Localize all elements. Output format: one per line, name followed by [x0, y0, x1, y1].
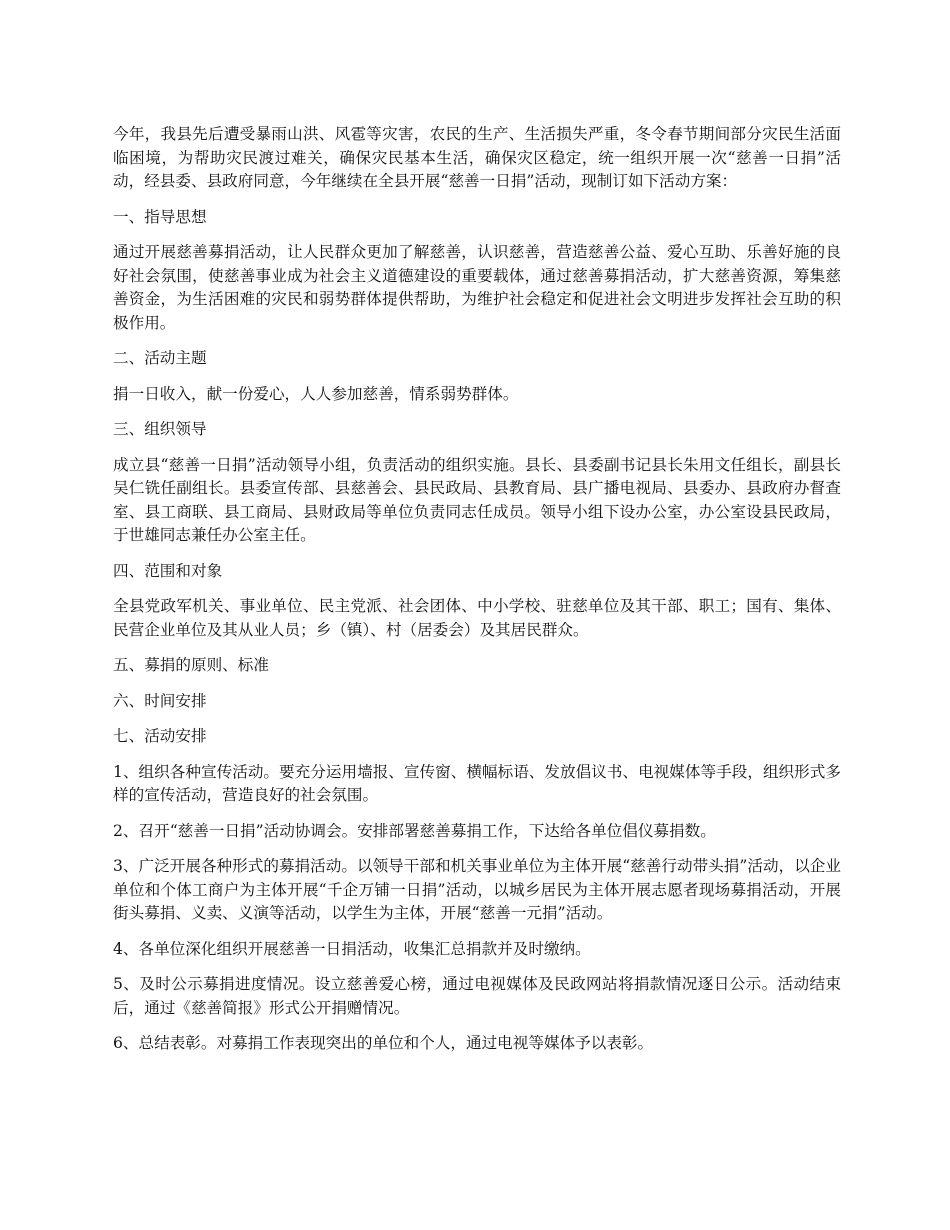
- section-heading-schedule: 六、时间安排: [113, 691, 207, 710]
- section-heading-leadership: 三、组织领导: [113, 420, 207, 438]
- activity-item-5: 5、及时公示募捐进度情况。设立慈善爱心榜，通过电视媒体及民政网站将捐款情况逐日公示。活动结束后，通过《慈善简报》形式公开捐赠情况。: [113, 975, 841, 1017]
- section-heading-arrangements: 七、活动安排: [113, 727, 207, 745]
- section-heading-principles: 五、募捐的原则、标准: [113, 656, 269, 674]
- section-body-leadership: 成立县“慈善一日捐”活动领导小组，负责活动的组织实施。县长、县委副书记县长朱用文任组长，副县长吴仁铣任副组长。县委宣传部、县慈善会、县民政局、县教育局、县广播电视局、县委办、县政府办督查室、县工商联、县工商局、县财政局等单位负责同志任成员。领导小组下设办公室，办公室设县民政局，于世雄同志兼任办公室主任。: [113, 455, 841, 544]
- section-body-theme: 捐一日收入，献一份爱心，人人参加慈善，情系弱势群体。: [113, 384, 519, 403]
- activity-item-4: 4、各单位深化组织开展慈善一日捐活动，收集汇总捐款并及时缴纳。: [113, 939, 591, 958]
- section-body-guiding-ideology: 通过开展慈善募捐活动，让人民群众更加了解慈善，认识慈善，营造慈善公益、爱心互助、乐善好施的良好社会氛围，使慈善事业成为社会主义道德建设的重要载体，通过慈善募捐活动，扩大慈善资源，筹集慈善资金，为生活困难的灾民和弱势群体提供帮助，为维护社会稳定和促进社会文明进步发挥社会互助的积极作用。: [113, 243, 841, 332]
- activity-item-2: 2、召开“慈善一日捐”活动协调会。安排部署慈善募捐工作，下达给各单位倡仪募捐数。: [113, 821, 716, 840]
- section-heading-theme: 二、活动主题: [113, 349, 207, 367]
- activity-item-1: 1、组织各种宣传活动。要充分运用墙报、宣传窗、横幅标语、发放倡议书、电视媒体等手段，组织形式多样的宣传活动，营造良好的社会氛围。: [113, 762, 841, 804]
- section-heading-scope: 四、范围和对象: [113, 561, 223, 580]
- section-heading-guiding-ideology: 一、指导思想: [113, 207, 207, 226]
- intro-paragraph: 今年，我县先后遭受暴雨山洪、风雹等灾害，农民的生产、生活损失严重，冬令春节期间部分灾民生活面临困境，为帮助灾民渡过难关，确保灾民基本生活，确保灾区稳定，统一组织开展一次“慈善一日捐”活动，经县委、县政府同意，今年继续在全县开展“慈善一日捐”活动，现制订如下活动方案：: [113, 125, 841, 190]
- document-page: [113, 123, 841, 1068]
- activity-item-3: 3、广泛开展各种形式的募捐活动。以领导干部和机关事业单位为主体开展“慈善行动带头捐”活动，以企业单位和个体工商户为主体开展“千企万铺一日捐”活动，以城乡居民为主体开展志愿者现场募捐活动，开展街头募捐、义卖、义演等活动，以学生为主体，开展“慈善一元捐”活动。: [113, 857, 841, 922]
- section-body-scope: 全县党政军机关、事业单位、民主党派、社会团体、中小学校、驻慈单位及其干部、职工；国有、集体、民营企业单位及其从业人员；乡（镇）、村（居委会）及其居民群众。: [113, 597, 841, 639]
- activity-item-6: 6、总结表彰。对募捐工作表现突出的单位和个人，通过电视等媒体予以表彰。: [113, 1034, 654, 1052]
